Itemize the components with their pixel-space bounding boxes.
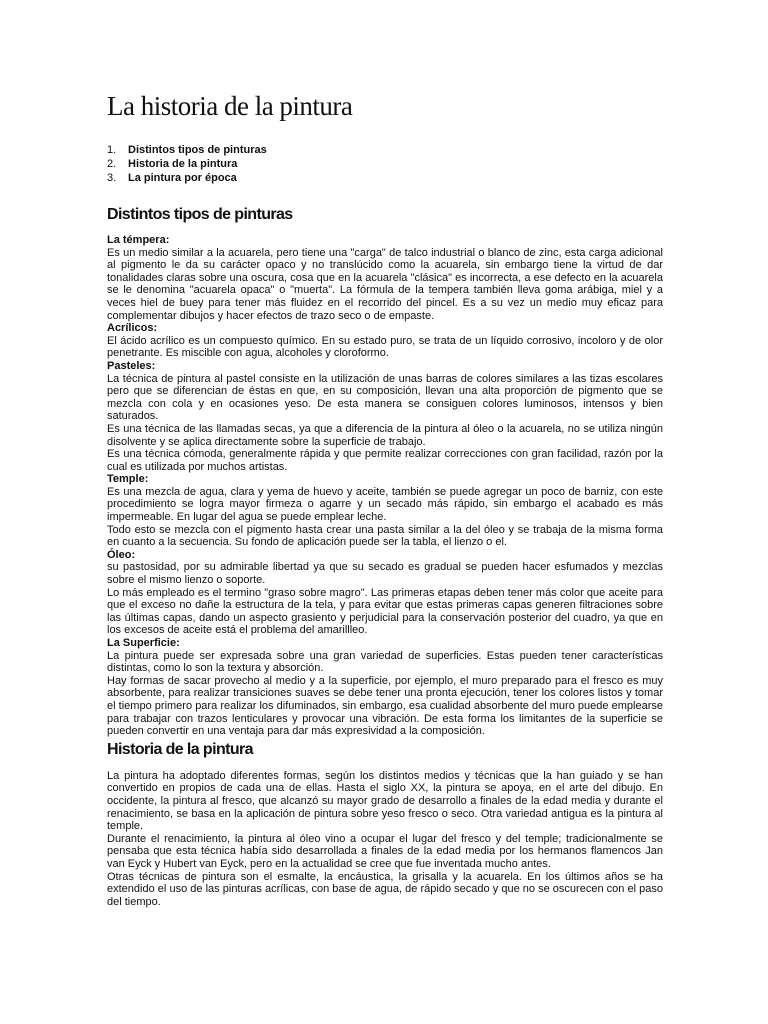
table-of-contents bbox=[107, 143, 663, 185]
paragraph: La técnica de pintura al pastel consiste en la utilización de unas barras de colores similares a las tizas escolares pero que se diferencian de éstas en que, en su composición, llevan una alta proporción de pigmento que se mezcla con cola y en ocasiones yeso. De esta manera se consiguen colores luminosos, intensos y bien saturados. bbox=[107, 372, 663, 423]
toc-item[interactable] bbox=[107, 143, 663, 157]
paragraph: Durante el renacimiento, la pintura al óleo vino a ocupar el lugar del fresco y del temple; tradicionalmente se pensaba que esta técnica había sido desarrollada a finales de la edad media por los hermanos flamencos Jan van Eyck y Hubert van Eyck, pero en la actualidad se cree que fue inventada mucho antes. bbox=[107, 832, 663, 870]
paragraph: Es una técnica cómoda, generalmente rápida y que permite realizar correcciones con gran facilidad, razón por la cual es utilizada por muchos artistas. bbox=[107, 448, 663, 473]
section-heading: Historia de la pintura bbox=[107, 740, 253, 758]
toc-number: 3. bbox=[107, 172, 117, 184]
toc-item[interactable] bbox=[107, 157, 663, 171]
paragraph: El ácido acrílico es un compuesto químico. En su estado puro, se trata de un líquido corrosivo, incoloro y de olor penetrante. Es miscible con agua, alcoholes y cloroformo. bbox=[107, 334, 663, 360]
paragraph: Hay formas de sacar provecho al medio y a la superficie, por ejemplo, el muro preparado para el fresco es muy absorbente, para realizar transiciones suaves se debe tener una pronta ejecución, tener los colores listos y tomar el tiempo primero para realizar los difuminados, sin embargo, esa cualidad absorbente del muro puede emplearse para trabajar con trazos lenticulares y provocar una vibración. De esta forma los limitantes de la superficie se pueden convertir en una ventaja para dar más expresividad a la composición. bbox=[107, 674, 663, 738]
toc-number: 2. bbox=[107, 158, 117, 170]
paragraph: Es una mezcla de agua, clara y yema de huevo y aceite, también se puede agregar un poco de barniz, con este procedimiento se logra mayor firmeza o agarre y un secado más rápido, sin embargo el acabado es más impermeable. En lugar del agua se puede emplear leche. bbox=[107, 485, 663, 524]
toc-number: 1. bbox=[107, 144, 117, 156]
subsection-label: Óleo: bbox=[107, 548, 136, 561]
document-title: La historia de la pintura bbox=[107, 91, 353, 121]
subsection-label: La témpera: bbox=[107, 234, 170, 246]
toc-label: Historia de la pintura bbox=[128, 158, 238, 170]
section-body bbox=[107, 234, 663, 738]
toc-item[interactable] bbox=[107, 171, 663, 185]
subsection-label: La Superficie: bbox=[107, 637, 180, 649]
subsection-label: Pasteles: bbox=[107, 359, 156, 372]
paragraph: La pintura puede ser expresada sobre una gran variedad de superficies. Estas pueden tener características distintas, como lo son la textura y absorción. bbox=[107, 649, 663, 675]
paragraph: Todo esto se mezcla con el pigmento hasta crear una pasta similar a la del óleo y se trabaja de la misma forma en cuanto a la secuencia. Su fondo de aplicación puede ser la tabla, el lienzo o el. bbox=[107, 523, 663, 549]
paragraph: Lo más empleado es el termino "graso sobre magro". Las primeras etapas deben tener más color que aceite para que el exceso no dañe la estructura de la tela, y para evitar que estas primeras capas generen filtraciones sobre las últimas capas, dando un aspecto grasiento y perjudicial para la conservación posterior del cuadro, ya que en los excesos de aceite está el problema del amarillleo. bbox=[107, 586, 663, 637]
paragraph: Es una técnica de las llamadas secas, ya que a diferencia de la pintura al óleo o la acuarela, no se utiliza ningún disolvente y se aplica directamente sobre la superficie de trabajo. bbox=[107, 422, 663, 448]
paragraph: su pastosidad, por su admirable libertad ya que su secado es gradual se pueden hacer esfumados y mezclas sobre el mismo lienzo o soporte. bbox=[107, 561, 663, 587]
toc-label: Distintos tipos de pinturas bbox=[128, 144, 267, 156]
toc-label: La pintura por época bbox=[128, 172, 237, 184]
paragraph: La pintura ha adoptado diferentes formas, según los distintos medios y técnicas que la han guiado y se han convertido en propios de cada una de ellas. Hasta el siglo XX, la pintura se apoya, en el arte del dibujo. En occidente, la pintura al fresco, que alcanzó su mayor grado de desarrollo a finales de la edad media y durante el renacimiento, se basa en la aplicación de pintura sobre yeso fresco o seco. Otra variedad antigua es la pintura al temple. bbox=[107, 769, 663, 833]
subsection-label: Acrílicos: bbox=[107, 322, 158, 335]
section-heading: Distintos tipos de pinturas bbox=[107, 206, 293, 223]
paragraph: Otras técnicas de pintura son el esmalte, la encáustica, la grisalla y la acuarela. En los últimos años se ha extendido el uso de las pinturas acrílicas, con base de agua, de rápido secado y que no se oscurecen con el paso del tiempo. bbox=[107, 870, 663, 908]
paragraph: Es un medio similar a la acuarela, pero tiene una "carga" de talco industrial o blanco de zinc, esta carga adicional al pigmento le da su carácter opaco y no translúcido como la acuarela, sin embargo tiene la virtud de dar tonalidades claras sobre una oscura, cosa que en la acuarela "clásica" es incorrecta, a ese defecto en la acuarela se le denomina "acuarela opaca" o "muerta". La fórmula de la tempera también lleva goma arábiga, miel y a veces hiel de buey para tener más fluidez en el recorrido del pincel. Es a su vez un medio muy eficaz para complementar dibujos y hacer efectos de trazo seco o de empaste. bbox=[107, 246, 663, 322]
section-body bbox=[107, 770, 663, 909]
subsection-label: Temple: bbox=[107, 473, 149, 486]
